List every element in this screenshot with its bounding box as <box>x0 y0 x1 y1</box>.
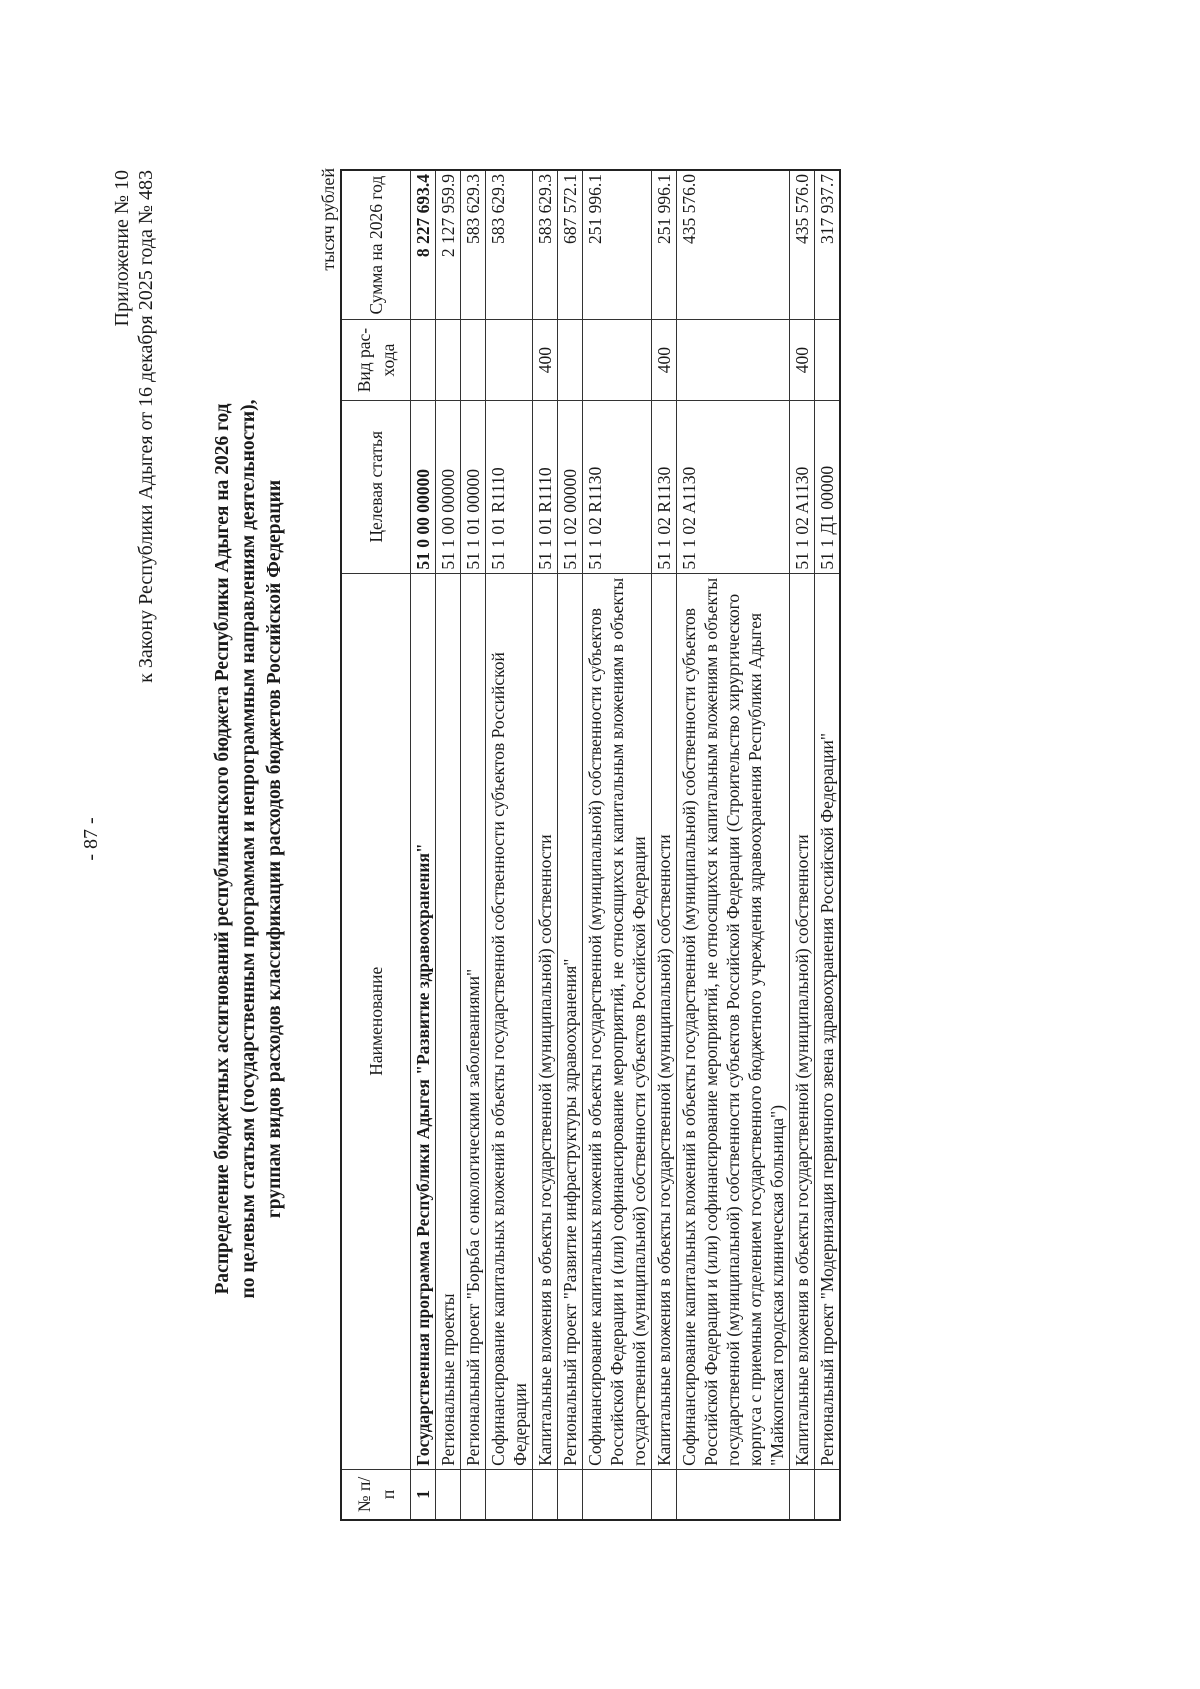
cell-amount: 583 629.3 <box>533 170 558 320</box>
cell-amount: 8 227 693.4 <box>411 170 436 320</box>
cell-amount: 251 996.1 <box>583 170 652 320</box>
appendix-reference <box>110 170 158 683</box>
header-type: Вид рас-хода <box>341 320 411 401</box>
cell-name: Региональный проект "Модернизация первичного звена здравоохранения Российской Федерации" <box>815 573 841 1469</box>
cell-name: Софинансирование капитальных вложений в объекты государственной (муниципальной) собственности субъектов Российской Федерации и (или) софинансирование мероприятий, не относящихся к капитальным вложениям в объекты государственной (муниципальной) собственности субъектов Российской Федерации (Строительство хирургического корпуса с приемным отделением государственного бюджетного учреждения здравоохранения Республики Адыгея "Майкопская городская клиническая больница") <box>677 573 790 1469</box>
cell-name: Капитальные вложения в объекты государственной (муниципальной) собственности <box>652 573 677 1469</box>
cell-code: 51 1 Д1 00000 <box>815 400 841 573</box>
table-row <box>677 170 790 1520</box>
cell-name: Региональный проект "Борьба с онкологическими заболеваниями" <box>461 573 486 1469</box>
cell-type <box>411 320 436 401</box>
cell-code: 51 0 00 00000 <box>411 400 436 573</box>
cell-num <box>815 1469 841 1520</box>
cell-type <box>583 320 652 401</box>
cell-amount: 251 996.1 <box>652 170 677 320</box>
cell-name: Региональные проекты <box>436 573 461 1469</box>
cell-name: Капитальные вложения в объекты государственной (муниципальной) собственности <box>533 573 558 1469</box>
page-number: - 87 - <box>80 817 102 861</box>
cell-type <box>677 320 790 401</box>
table-row <box>583 170 652 1520</box>
table-header-row <box>341 170 411 1520</box>
cell-type <box>815 320 841 401</box>
budget-table <box>340 169 841 1521</box>
table-row <box>436 170 461 1520</box>
cell-amount: 435 576.0 <box>677 170 790 320</box>
title-line-1: Распределение бюджетных ассигнований республиканского бюджета Республики Адыгея на 2026 год <box>212 403 233 1295</box>
cell-name: Софинансирование капитальных вложений в объекты государственной (муниципальной) собственности субъектов Российской Федерации и (или) софинансирование мероприятий, не относящихся к капитальным вложениям в объекты государственной (муниципальной) собственности субъектов Российской Федерации <box>583 573 652 1469</box>
cell-num <box>583 1469 652 1520</box>
cell-name: Софинансирование капитальных вложений в объекты государственной собственности субъектов Российской Федерации <box>486 573 533 1469</box>
cell-type: 400 <box>652 320 677 401</box>
cell-code: 51 1 02 00000 <box>558 400 583 573</box>
cell-amount: 435 576.0 <box>790 170 815 320</box>
table-row <box>652 170 677 1520</box>
cell-type <box>461 320 486 401</box>
table-row <box>533 170 558 1520</box>
title-line-2: по целевым статьям (государственным программам и непрограммным направлениям деятельности), <box>238 399 259 1299</box>
cell-type <box>486 320 533 401</box>
cell-amount: 2 127 959.9 <box>436 170 461 320</box>
header-name: Наименование <box>341 573 411 1469</box>
table-row <box>790 170 815 1520</box>
cell-amount: 317 937.7 <box>815 170 841 320</box>
cell-num <box>558 1469 583 1520</box>
cell-amount: 687 572.1 <box>558 170 583 320</box>
cell-code: 51 1 02 R1130 <box>583 400 652 573</box>
cell-num <box>486 1469 533 1520</box>
cell-num <box>652 1469 677 1520</box>
cell-code: 51 1 01 00000 <box>461 400 486 573</box>
cell-code: 51 1 02 A1130 <box>790 400 815 573</box>
header-amount: Сумма на 2026 год <box>341 170 411 320</box>
title-line-3: группам видов расходов классификации расходов бюджетов Российской Федерации <box>264 479 285 1219</box>
cell-code: 51 1 01 R1110 <box>486 400 533 573</box>
cell-code: 51 1 00 00000 <box>436 400 461 573</box>
document-title <box>210 169 288 1529</box>
cell-code: 51 1 02 A1130 <box>677 400 790 573</box>
table-body <box>411 170 841 1520</box>
table-row <box>486 170 533 1520</box>
cell-code: 51 1 02 R1130 <box>652 400 677 573</box>
cell-type: 400 <box>533 320 558 401</box>
cell-num <box>533 1469 558 1520</box>
cell-type: 400 <box>790 320 815 401</box>
cell-num <box>677 1469 790 1520</box>
table-row <box>815 170 841 1520</box>
cell-num <box>436 1469 461 1520</box>
cell-amount: 583 629.3 <box>461 170 486 320</box>
cell-num <box>790 1469 815 1520</box>
appendix-line-1: Приложение № 10 <box>111 170 133 327</box>
units-label: тысяч рублей <box>318 168 338 271</box>
cell-num <box>461 1469 486 1520</box>
header-code: Целевая статья <box>341 400 411 573</box>
cell-type <box>558 320 583 401</box>
header-num: № п/п <box>341 1469 411 1520</box>
cell-name: Региональный проект "Развитие инфраструктуры здравоохранения" <box>558 573 583 1469</box>
cell-name: Капитальные вложения в объекты государственной (муниципальной) собственности <box>790 573 815 1469</box>
appendix-line-2: к Закону Республики Адыгея от 16 декабря 2025 года № 483 <box>135 170 157 683</box>
table-row <box>461 170 486 1520</box>
cell-code: 51 1 01 R1110 <box>533 400 558 573</box>
cell-type <box>436 320 461 401</box>
table-row <box>558 170 583 1520</box>
cell-name: Государственная программа Республики Адыгея "Развитие здравоохранения" <box>411 573 436 1469</box>
table-row <box>411 170 436 1520</box>
cell-num: 1 <box>411 1469 436 1520</box>
cell-amount: 583 629.3 <box>486 170 533 320</box>
